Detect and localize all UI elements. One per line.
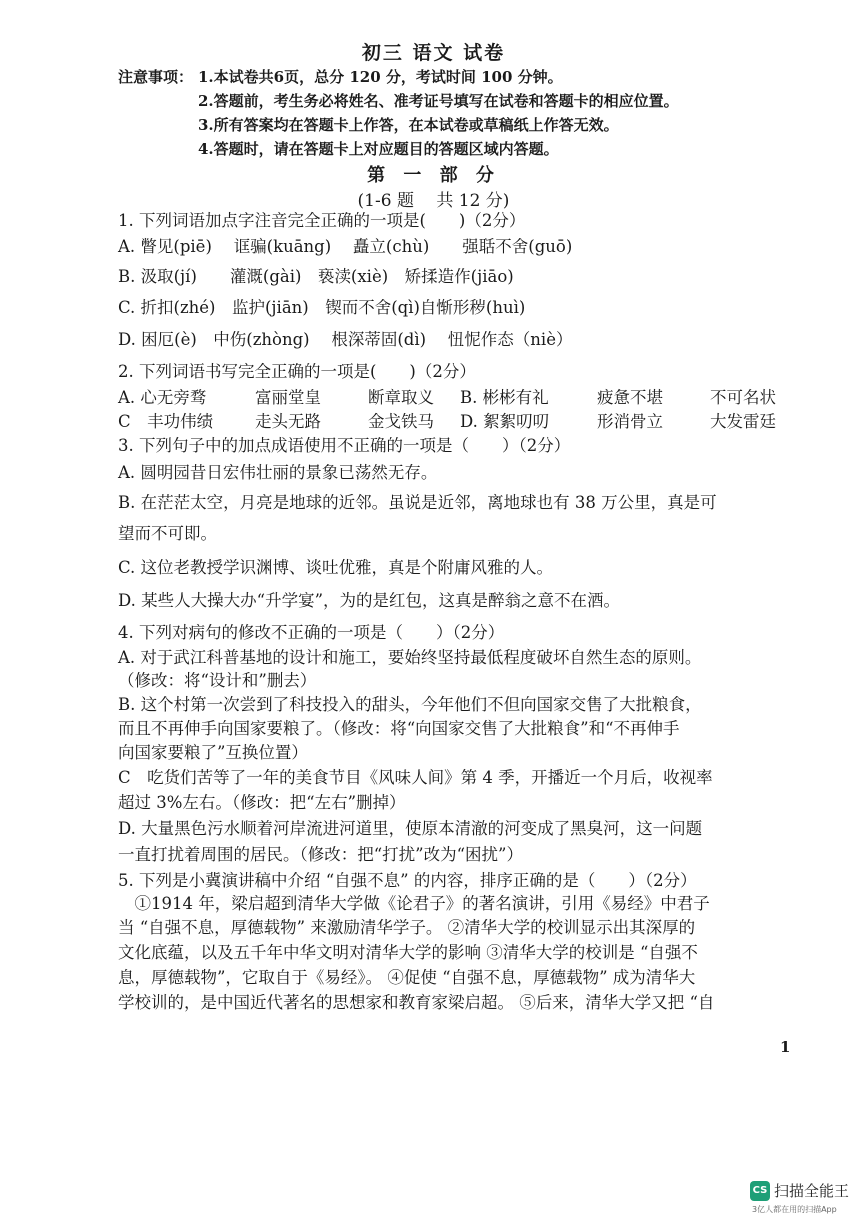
q4-line-9: 一直打扰着周围的居民。（修改：把“打扰”改为“困扰”） — [118, 845, 523, 864]
q2-row1-word-5: 疲惫不堪 — [597, 388, 663, 407]
scanner-tagline: 3亿人都在用的扫描App — [752, 1205, 837, 1214]
q3-option-c: C. 这位老教授学识渊博、谈吐优雅，真是个附庸风雅的人。 — [118, 558, 554, 577]
notes-item-2: 2.答题前，考生务必将姓名、准考证号填写在试卷和答题卡的相应位置。 — [198, 92, 679, 110]
notes-item-1: 1.本试卷共6页，总分 120 分，考试时间 100 分钟。 — [198, 68, 563, 86]
q3-option-b-cont: 望而不可即。 — [118, 524, 217, 543]
q2-row1-word-4: B. 彬彬有礼 — [460, 388, 549, 407]
q2-stem: 2. 下列词语书写完全正确的一项是( )（2分） — [118, 362, 476, 381]
q4-line-2: （修改：将“设计和”删去） — [118, 671, 317, 690]
q5-line-2: 当 “自强不息，厚德载物” 来激励清华学子。 ②清华大学的校训显示出其深厚的 — [118, 918, 696, 937]
q4-line-5: 向国家要粮了”互换位置） — [118, 743, 308, 762]
q1-option-c: C. 折扣(zhé) 监护(jiān) 锲而不舍(qì)自惭形秽(huì) — [118, 298, 526, 317]
q3-option-d: D. 某些人大操大办“升学宴”，为的是红包，这真是醉翁之意不在酒。 — [118, 591, 621, 610]
section-title: 第 一 部 分 — [367, 165, 500, 186]
q2-row1-word-6: 不可名状 — [710, 388, 776, 407]
q3-option-a: A. 圆明园昔日宏伟壮丽的景象已荡然无存。 — [118, 463, 438, 482]
q4-line-8: D. 大量黑色污水顺着河岸流进河道里，使原本清澈的河变成了黑臭河，这一问题 — [118, 819, 703, 838]
q5-stem: 5. 下列是小冀演讲稿中介绍 “自强不息” 的内容，排序正确的是（ ）（2分） — [118, 871, 697, 890]
q1-option-d: D. 困厄(è) 中伤(zhòng) 根深蒂固(dì) 忸怩作态（niè） — [118, 330, 573, 349]
q5-line-5: 学校训的，是中国近代著名的思想家和教育家梁启超。 ⑤后来，清华大学又把 “自 — [118, 993, 715, 1012]
q2-row2-word-3: 金戈铁马 — [368, 412, 434, 431]
q1-option-b: B. 汲取(jí) 灌溉(gài) 亵渎(xiè) 矫揉造作(jiāo) — [118, 267, 514, 286]
q5-line-1: ①1914 年，梁启超到清华大学做《论君子》的著名演讲，引用《易经》中君子 — [118, 894, 710, 913]
exam-title: 初三 语文 试卷 — [361, 42, 506, 64]
notes-item-4: 4.答题时，请在答题卡上对应题目的答题区域内答题。 — [198, 140, 559, 158]
q4-line-4: 而且不再伸手向国家要粮了。（修改：将“向国家交售了大批粮食”和“不再伸手 — [118, 719, 680, 738]
q3-option-b: B. 在茫茫太空，月亮是地球的近邻。虽说是近邻，离地球也有 38 万公里，真是可 — [118, 493, 717, 512]
q2-row1-word-2: 富丽堂皇 — [255, 388, 321, 407]
q2-row2-word-6: 大发雷廷 — [710, 412, 776, 431]
q5-line-4: 息，厚德载物”，它取自于《易经》。 ④促使 “自强不息，厚德载物” 成为清华大 — [118, 968, 696, 987]
q2-row1-word-1: A. 心无旁骛 — [118, 388, 207, 407]
notes-label: 注意事项： — [118, 68, 194, 86]
q5-line-3: 文化底蕴，以及五千年中华文明对清华大学的影响 ③清华大学的校训是 “自强不 — [118, 943, 698, 962]
q4-line-6: C 吃货们苦等了一年的美食节目《风味人间》第 4 季，开播近一个月后，收视率 — [118, 768, 713, 787]
page-number: 1 — [780, 1038, 791, 1056]
q4-line-1: A. 对于武江科普基地的设计和施工，要始终坚持最低程度破坏自然生态的原则。 — [118, 648, 702, 667]
q2-row2-word-1: C 丰功伟绩 — [118, 412, 214, 431]
section-subtitle: (1-6 题 共 12 分) — [357, 191, 510, 211]
scanner-watermark — [750, 1180, 849, 1201]
q4-line-7: 超过 3%左右。（修改：把“左右”删掉） — [118, 793, 406, 812]
q2-row2-word-2: 走头无路 — [255, 412, 321, 431]
q2-row2-word-5: 形消骨立 — [597, 412, 663, 431]
scanner-name: 扫描全能王 — [774, 1182, 850, 1200]
notes-item-3: 3.所有答案均在答题卡上作答，在本试卷或草稿纸上作答无效。 — [198, 116, 619, 134]
q1-option-a: A. 瞥见(piē) 诓骗(kuāng) 矗立(chù) 强聒不舍(guō) — [118, 237, 573, 256]
q1-stem: 1. 下列词语加点字注音完全正确的一项是( )（2分） — [118, 211, 526, 230]
q4-line-3: B. 这个村第一次尝到了科技投入的甜头，今年他们不但向国家交售了大批粮食， — [118, 695, 702, 714]
q2-row1-word-3: 断章取义 — [368, 388, 434, 407]
q3-stem: 3. 下列句子中的加点成语使用不正确的一项是（ ）（2分） — [118, 436, 571, 455]
q4-stem: 4. 下列对病句的修改不正确的一项是（ ）（2分） — [118, 623, 505, 642]
scanner-logo-icon: CS — [750, 1181, 770, 1201]
q2-row2-word-4: D. 絮絮叨叨 — [460, 412, 550, 431]
